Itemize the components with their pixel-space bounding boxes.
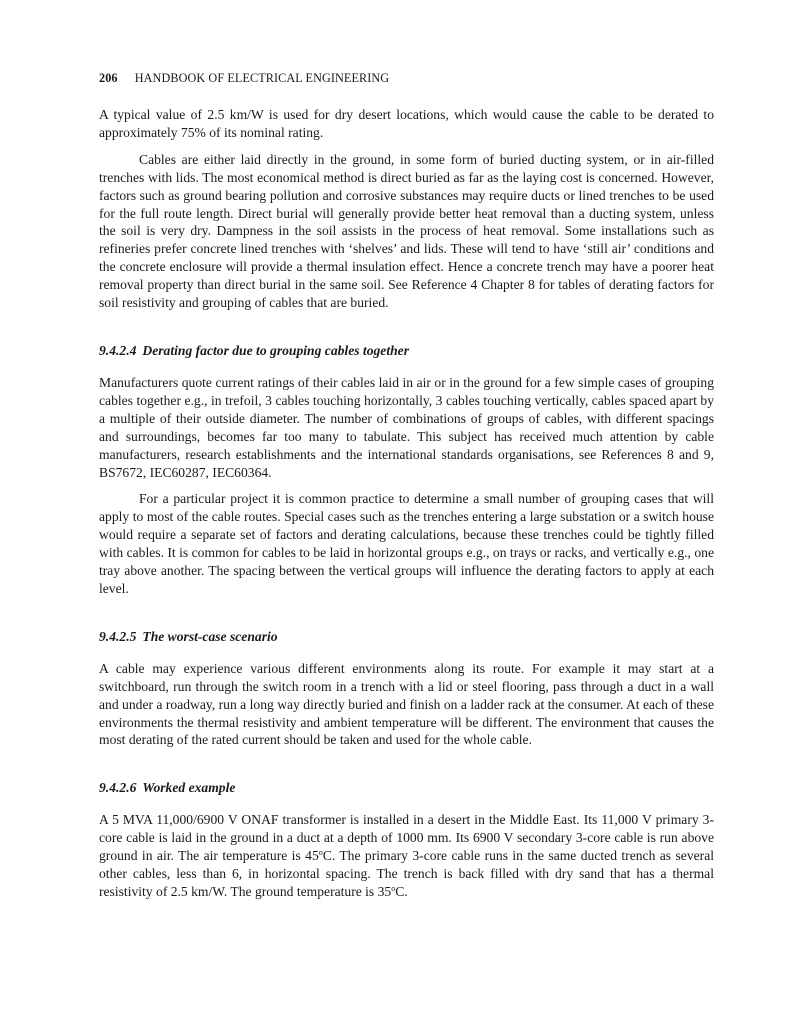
intro-paragraph: A typical value of 2.5 km/W is used for dry desert locations, which would cause the cable to be derated to approximately 75% of its nominal rating. <box>99 107 714 140</box>
degree-symbol: o <box>318 848 323 858</box>
section-title: Worked example <box>142 780 236 796</box>
page-number: 206 <box>99 71 118 85</box>
burial-paragraph: Cables are either laid directly in the ground, in some form of buried ducting system, or in air-filled trenches with lids. The most economical method is direct buried as far as the laying cost is concerned. However, factors such as ground bearing pollution and corrosive substances may require ducts or lined trenches to be used for the full route length. Direct burial will generally provide better heat removal than a ducting system, unless the soil is very dry. Dampness in the soil assists in the process of heat removal. Some installations such as refineries prefer concrete lined trenches with ‘shelves’ and lids. These will tend to have ‘still air’ conditions and the concrete enclosure will provide a thermal insulation effect. Hence a concrete trench may have a poorer heat removal property than direct burial in the same soil. See Reference 4 Chapter 8 for tables of derating factors for soil resistivity and grouping of cables that are buried. <box>99 151 714 311</box>
section-title: The worst-case scenario <box>142 628 278 644</box>
section-title: Derating factor due to grouping cables together <box>142 342 409 358</box>
paragraph: For a particular project it is common practice to determine a small number of grouping cases that will apply to most of the cable routes. Special cases such as the trenches entering a large substation or a switch house would require a separate set of factors and derating calculations, because these trenches could be tightly filled with cables. It is common for cables to be laid in horizontal groups e.g., on trays or racks, and vertically e.g., one tray above another. The spacing between the vertical groups will influence the derating factors to apply at each level. <box>99 491 714 596</box>
section-heading-grouping <box>99 342 714 360</box>
example-text-3: C. <box>395 884 408 899</box>
degree-symbol: o <box>391 884 396 893</box>
section-heading-worked-example <box>99 779 714 797</box>
paragraph: Manufacturers quote current ratings of their cables laid in air or in the ground for a few simple cases of grouping cables together e.g., in trefoil, 3 cables touching horizontally, 3 cables touching vertically, cables spaced apart by a multiple of their outside diameter. The number of combinations of groups of cables, with different spacings and surroundings, becomes far too many to tabulate. This subject has received much attention by cable manufacturers, research establishments and the international standards organisations, see References 8 and 9, BS7672, IEC60287, IEC60364. <box>99 374 714 480</box>
section-heading-worst-case <box>99 628 714 646</box>
section-number: 9.4.2.5 <box>99 628 137 644</box>
running-header <box>99 70 714 86</box>
section-number: 9.4.2.6 <box>99 780 137 796</box>
book-title: HANDBOOK OF ELECTRICAL ENGINEERING <box>134 71 390 85</box>
paragraph: A cable may experience various different environments along its route. For example it may start at a switchboard, run through the switch room in a trench with a lid or steel flooring, pass through a duct in a wall and under a roadway, run a long way directly buried and finish on a ladder rack at the consumer. At each of these environments the thermal resistivity and ambient temperature will be different. The environment that causes the most derating of the rated current should be taken and used for the whole cable. <box>99 660 714 748</box>
section-number: 9.4.2.4 <box>99 342 137 358</box>
example-text-1: A 5 MVA 11,000/6900 V ONAF transformer is installed in a desert in the Middle East. Its 11,000 V primary 3-core cable is laid in the ground in a duct at a depth of 1000 mm. Its 6900 V secondary 3-core cable is run above ground in air. The air temperature is 45 <box>99 812 714 864</box>
example-text-2: C. The primary 3-core cable runs in the same ducted trench as several other cables, less than 6, in horizontal spacing. The trench is back filled with dry sand that has a thermal resistivity of 2.5 km/W. The ground temperature is 35 <box>99 848 714 899</box>
worked-example-paragraph <box>99 811 714 901</box>
page-body <box>99 70 714 901</box>
